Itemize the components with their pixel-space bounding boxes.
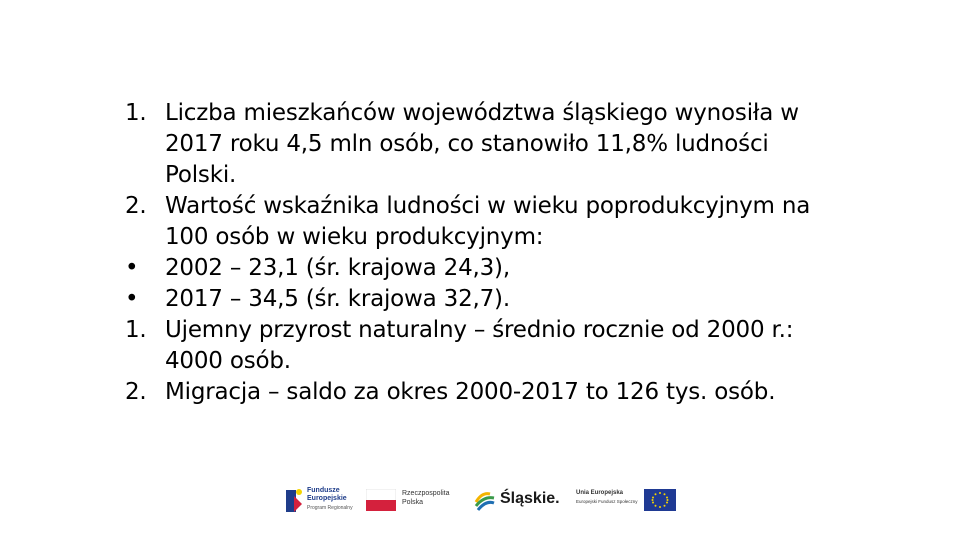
list-item-text: Wartość wskaźnika ludności w wieku poprodukcyjnym na 100 osób w wieku produkcyjnym: [165, 193, 811, 250]
list-item-text: Migracja – saldo za okres 2000-2017 to 126 tys. osób. [165, 379, 776, 405]
list-item [125, 253, 845, 284]
list-item-text: Liczba mieszkańców województwa śląskiego wynosiła w 2017 roku 4,5 mln osób, co stanowiło 11,8% ludności Polski. [165, 100, 799, 188]
list-item [125, 377, 845, 408]
list-marker: 2. [125, 379, 147, 405]
list-marker: 1. [125, 317, 147, 343]
slaskie-logo [474, 484, 564, 516]
poland-label-2: Polska [402, 499, 424, 506]
fundusze-europejskie-logo [284, 484, 354, 516]
funds-label-3: Program Regionalny [307, 505, 353, 511]
eu-flag-icon [644, 489, 676, 511]
list-item-text: 2002 – 23,1 (śr. krajowa 24,3), [165, 255, 510, 281]
slide-body [125, 98, 845, 408]
bullet-marker: • [125, 255, 139, 281]
list-item [125, 98, 845, 191]
eu-label-2: Europejski Fundusz Społeczny [576, 499, 638, 504]
list-marker: 1. [125, 100, 147, 126]
bullet-marker: • [125, 286, 139, 312]
list-item [125, 315, 845, 377]
unia-europejska-logo [576, 484, 680, 516]
funds-label-1: Fundusze [307, 487, 340, 494]
slaskie-label: Śląskie. [500, 490, 560, 507]
funds-star-icon [284, 486, 304, 514]
list-item-text: 2017 – 34,5 (śr. krajowa 32,7). [165, 286, 510, 312]
funding-logo-bar [280, 484, 680, 516]
rzeczpospolita-polska-logo [366, 484, 450, 516]
list-item [125, 191, 845, 253]
polish-flag-icon [366, 489, 396, 511]
list-item-text: Ujemny przyrost naturalny – średnio rocznie od 2000 r.: 4000 osób. [165, 317, 794, 374]
poland-label-1: Rzeczpospolita [402, 490, 450, 497]
funds-label-2: Europejskie [307, 495, 347, 502]
eu-label-1: Unia Europejska [576, 490, 624, 496]
list-marker: 2. [125, 193, 147, 219]
slaskie-emblem-icon [474, 488, 496, 512]
list-item [125, 284, 845, 315]
